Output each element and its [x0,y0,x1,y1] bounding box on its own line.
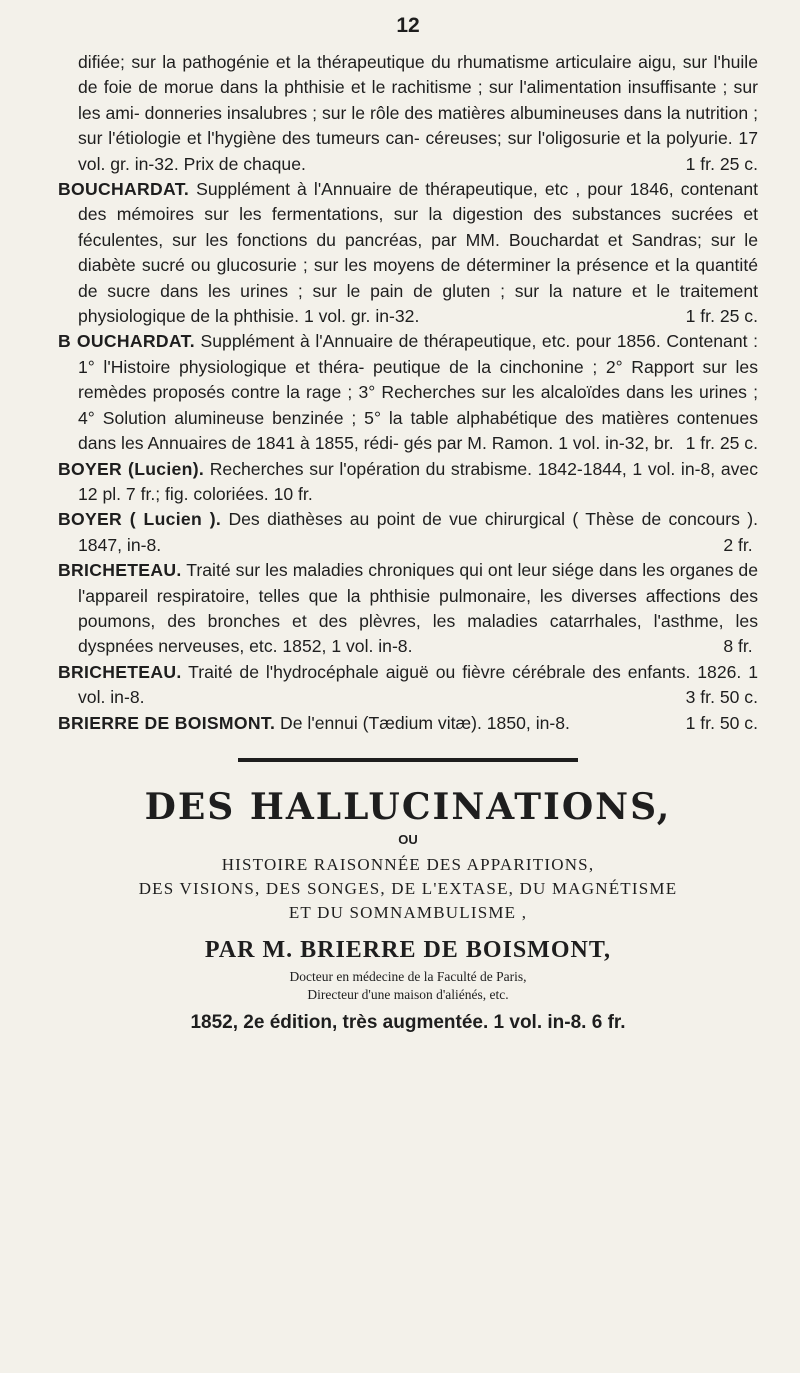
catalog-entry [58,329,758,456]
entry-text: difiée; sur la pathogénie et la thérapeutique du rhumatisme articulaire aigu, sur l'huile de foie de morue dans la phthisie et le rachitisme ; sur l'alimentation insuffisante ; sur les ami- donneries insalubres ; sur le rôle des matières albumineuses dans la nutrition ; sur l'étiologie et l'hygiène des tumeurs can- céreuses; sur l'oligosurie et la polyurie. 17 vol. gr. in-32. Prix de chaque. [78,52,758,174]
entry-author: BOYER ( Lucien ). [58,509,222,530]
book-edition: 1852, 2e édition, très augmentée. 1 vol. in-8. 6 fr. [190,1011,626,1033]
entry-author: BOYER (Lucien). [58,458,205,479]
section-divider [238,758,578,762]
entry-price: 8 fr. [723,636,753,657]
book-or: OU [398,831,418,847]
catalog-entry [58,457,758,508]
book-credential: Directeur d'une maison d'aliénés, etc. [307,986,509,1002]
book-credential: Docteur en médecine de la Faculté de Paris, [289,968,527,984]
catalog-entry [58,50,758,177]
book-advertisement [58,786,758,1034]
entry-price: 1 fr. 25 c. [685,306,758,327]
book-subtitle: HISTOIRE RAISONNÉE DES APPARITIONS, [221,854,595,874]
book-author: PAR M. BRIERRE DE BOISMONT, [204,936,612,963]
entry-author: BRICHETEAU. [58,661,182,682]
page-number: 12 [396,14,420,37]
book-title: DES HALLUCINATIONS, [144,785,672,828]
entry-author: BOUCHARDAT. [58,179,190,200]
entry-price: 1 fr. 25 c. [685,433,758,454]
entry-text: Des diathèses au point de vue chirurgical ( Thèse de concours ). 1847, in-8. [78,509,759,555]
entry-author: BRICHETEAU. [58,560,182,581]
catalog-entry [58,558,758,660]
entry-text: Recherches sur l'opération du strabisme. 1842-1844, 1 vol. in-8, avec 12 pl. 7 fr.; fig. coloriées. 10 fr. [78,458,758,504]
entry-price: 1 fr. 50 c. [685,712,758,733]
entry-text: De l'ennui (Tædium vitæ). 1850, in-8. [280,712,570,733]
book-subtitle: ET DU SOMNAMBULISME , [288,902,528,922]
entry-price: 2 fr. [723,534,753,555]
catalog-entry [58,177,758,329]
catalog-entry [58,711,758,736]
entry-author: B OUCHARDAT. [58,331,195,352]
entry-price: 3 fr. 50 c. [685,687,758,708]
entry-price: 1 fr. 25 c. [685,153,758,174]
book-subtitle: DES VISIONS, DES SONGES, DE L'EXTASE, DU MAGNÉTISME [138,878,678,898]
catalog-page [58,14,758,1034]
entry-text: Supplément à l'Annuaire de thérapeutique, etc. pour 1856. Contenant : 1° l'Histoire physiologique et théra- peutique de la cinchonine ; 2° Rapport sur les remèdes proposés contre la rage ; 3° Recherches sur les alcaloïdes dans les urines ; 4° Solution alumineuse benzinée ; 5° la table alphabétique des matières contenues dans les Annuaires de 1841 à 1855, rédi- gés par M. Ramon. 1 vol. in-32, br. [78,331,758,454]
entry-text: Traité de l'hydrocéphale aiguë ou fièvre cérébrale des enfants. 1826. 1 vol. in-8. [78,661,758,708]
entry-text: Traité sur les maladies chroniques qui ont leur siége dans les organes de l'appareil respiratoire, telles que la phthisie pulmonaire, les diverses affections des poumons, des bronches et des plèvres, les maladies catarrhales, l'asthme, les dyspnées nerveuses, etc. 1852, 1 vol. in-8. [78,560,759,657]
entry-author: BRIERRE DE BOISMONT. [58,712,276,733]
catalog-entry [58,660,758,711]
catalog-entry [58,507,758,558]
entry-text: Supplément à l'Annuaire de thérapeutique, etc , pour 1846, contenant des mémoires sur les fermentations, sur la digestion des substances sucrées et féculentes, sur les fonctions du pancréas, par MM. Bouchardat et Sandras; sur le diabète sucré ou glucosurie ; sur les moyens de déterminer la présence et la quantité de sucre dans les urines ; sur le pain de gluten ; sur la nature et le traitement physiologique de la phthisie. 1 vol. gr. in-32. [78,179,758,327]
